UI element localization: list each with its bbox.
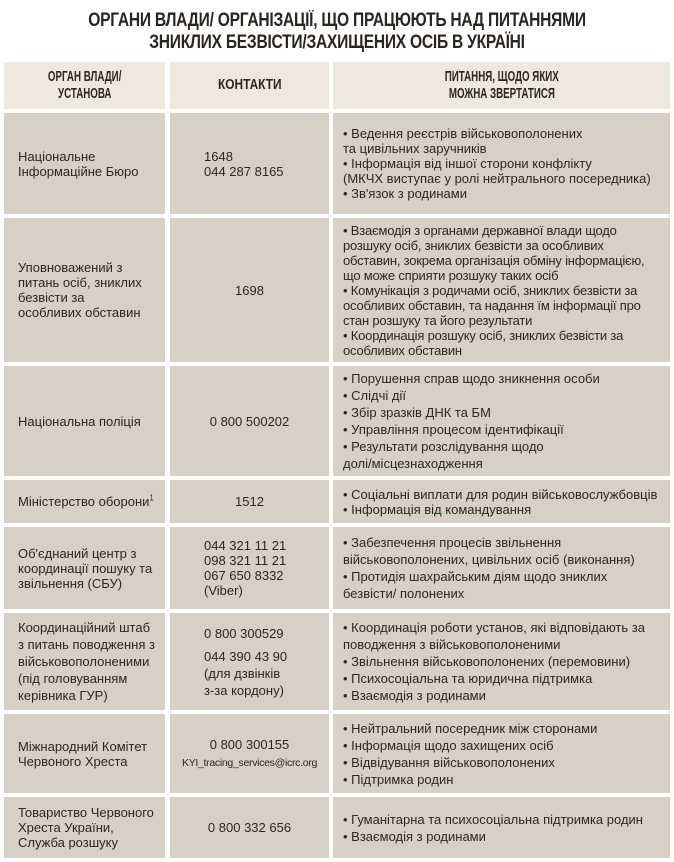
org-name-line: Інформаційне Бюро xyxy=(18,163,139,179)
topic-line: • Слідчі дії xyxy=(343,388,406,403)
header-topics xyxy=(333,62,670,109)
topic-line: військовополонених, цивільних осіб (виконання) xyxy=(343,552,635,567)
org-name-line: питань осіб, зниклих xyxy=(18,275,142,290)
topic-line: • Гуманітарна та психосоціальна підтримка родин xyxy=(343,811,643,827)
org-name-line: безвісти за xyxy=(18,290,85,305)
org-name-line: Міжнародний Комітет xyxy=(18,738,148,754)
contacts-cell xyxy=(170,714,329,793)
org-name-line: Червоного Хреста xyxy=(18,753,128,769)
org-name-line: з питань поводження з xyxy=(18,637,155,652)
topic-line: • Зв'язок з родинами xyxy=(343,186,467,201)
phone-number[interactable]: 044 321 11 21 xyxy=(204,538,287,553)
table-row xyxy=(4,113,670,214)
phone-number[interactable]: 098 321 11 21 xyxy=(204,553,287,568)
topic-line: • Взаємодія з родинами xyxy=(343,828,486,844)
topic-line: безвісти/ полонених xyxy=(343,586,465,601)
topic-line: • Ведення реєстрів військовополонених xyxy=(343,126,583,141)
contact-note: (Viber) xyxy=(204,583,243,598)
contacts-cell xyxy=(170,613,329,710)
topic-line: • Порушення справ щодо зникнення особи xyxy=(343,371,600,386)
topics-cell xyxy=(333,480,670,523)
topic-line: та цивільних заручників xyxy=(343,141,487,156)
topic-line: обставин, зокрема організація обміну інформацією, xyxy=(343,252,645,268)
org-name-line: координації пошуку та xyxy=(18,560,153,576)
header-contacts xyxy=(170,62,329,109)
topics-cell xyxy=(333,366,670,476)
org-name-line: Національна поліція xyxy=(18,413,141,429)
org-name-line: керівника ГУР) xyxy=(18,688,108,703)
topic-line: • Результати розслідування щодо xyxy=(343,439,544,454)
table-row xyxy=(4,714,670,793)
topic-line: • Нейтральний посередник між сторонами xyxy=(343,720,598,736)
table-header-row xyxy=(4,62,670,109)
topic-line: особливих обставин xyxy=(343,342,462,358)
phone-number[interactable]: 0 800 300529 xyxy=(204,625,284,641)
topic-line: стан розшуку та його результати xyxy=(343,312,533,328)
org-cell xyxy=(4,714,165,793)
header-contacts-label: КОНТАКТИ xyxy=(217,77,282,93)
phone-number[interactable]: 1512 xyxy=(235,494,264,509)
header-org-line-1: ОРГАН ВЛАДИ/ xyxy=(47,68,122,85)
org-cell xyxy=(4,366,165,476)
phone-number[interactable]: 0 800 332 656 xyxy=(207,820,292,835)
org-name-line: Міністерство оборони xyxy=(18,494,150,509)
topic-line: • Психосоціальна та юридична підтримка xyxy=(343,671,593,686)
topic-line: • Інформація від іншої сторони конфлікту xyxy=(343,156,592,171)
organizations-table xyxy=(4,62,670,862)
phone-number[interactable]: 044 390 43 90 xyxy=(204,648,288,664)
phone-number[interactable]: 0 800 300155 xyxy=(209,736,290,752)
org-cell xyxy=(4,113,165,214)
org-name-line: Уповноважений з xyxy=(18,260,123,275)
topic-line: особливих обставин, та надання їм інформації про xyxy=(343,297,641,313)
contacts-cell xyxy=(170,480,329,523)
topic-line: (МКЧХ виступає у ролі нейтрального посередника) xyxy=(343,171,651,186)
table-row xyxy=(4,613,670,710)
topic-line: • Звільнення військовополонених (перемовини) xyxy=(343,654,631,669)
phone-number[interactable]: 044 287 8165 xyxy=(204,163,284,179)
phone-number[interactable]: 1648 xyxy=(204,148,233,164)
org-name-line: Служба розшуку xyxy=(18,835,118,850)
table-row xyxy=(4,480,670,523)
email-link[interactable]: KYI_tracing_services@icrc.org xyxy=(181,756,317,769)
topic-line: розшуку осіб, зниклих безвісти за особливих xyxy=(343,237,604,253)
topic-line: • Інформація щодо захищених осіб xyxy=(343,737,554,753)
org-name-line: звільнення (СБУ) xyxy=(18,575,123,591)
contacts-cell xyxy=(170,113,329,214)
contacts-cell xyxy=(170,366,329,476)
org-cell xyxy=(4,613,165,710)
header-topics-line-2: МОЖНА ЗВЕРТАТИСЯ xyxy=(448,85,555,102)
org-name-line: Координаційний штаб xyxy=(18,620,151,635)
topic-line: долі/місцезнаходження xyxy=(343,456,483,471)
contacts-cell xyxy=(170,527,329,609)
header-topics-line-1: ПИТАННЯ, ЩОДО ЯКИХ xyxy=(444,68,559,85)
topic-line: • Збір зразків ДНК та БМ xyxy=(343,405,491,420)
org-name-line: Об'єднаний центр з xyxy=(18,545,137,561)
topic-line: поводження з військовополоненими xyxy=(343,637,561,652)
topic-line: що може сприяти розшуку таких осіб xyxy=(343,267,559,283)
page-title-line-1: ОРГАНИ ВЛАДИ/ ОРГАНІЗАЦІЇ, ЩО ПРАЦЮЮТЬ НАД ПИТАННЯМИ xyxy=(88,10,586,31)
phone-number[interactable]: 067 650 8332 xyxy=(204,568,284,583)
topics-cell xyxy=(333,714,670,793)
topic-line: • Інформація від командування xyxy=(343,501,532,517)
header-org xyxy=(4,62,165,109)
topics-cell xyxy=(333,613,670,710)
table-row xyxy=(4,797,670,858)
contacts-cell xyxy=(170,797,329,858)
topic-line: • Підтримка родин xyxy=(343,771,454,787)
topics-cell xyxy=(333,218,670,362)
topic-line: • Комунікація з родичами осіб, зниклих безвісти за xyxy=(343,282,638,298)
contact-note: з-за кордону) xyxy=(204,682,284,698)
page-title-line-2: ЗНИКЛИХ БЕЗВІСТИ/ЗАХИЩЕНИХ ОСІБ В УКРАЇНІ xyxy=(149,32,525,53)
topic-line: • Взаємодія з органами державної влади щодо xyxy=(343,222,617,238)
table-row xyxy=(4,218,670,362)
topic-line: • Координація роботи установ, які відповідають за xyxy=(343,620,645,635)
org-cell xyxy=(4,797,165,858)
phone-number[interactable]: 1698 xyxy=(235,282,264,298)
topics-cell xyxy=(333,113,670,214)
header-org-line-2: УСТАНОВА xyxy=(57,85,112,102)
topics-cell xyxy=(333,797,670,858)
org-name-line: особливих обставин xyxy=(18,305,141,320)
topic-line: • Координація розшуку осіб, зниклих безвісти за xyxy=(343,327,624,343)
org-name-line: військовополоненими xyxy=(18,654,150,669)
org-name-line: (під головуванням xyxy=(18,671,128,686)
phone-number[interactable]: 0 800 500202 xyxy=(209,413,290,429)
topic-line: • Відвідування військовополонених xyxy=(343,754,555,770)
topic-line: • Взаємодія з родинами xyxy=(343,688,486,703)
topic-line: • Протидія шахрайським діям щодо зниклих xyxy=(343,569,608,584)
table-row xyxy=(4,527,670,609)
topics-cell xyxy=(333,527,670,609)
table-row xyxy=(4,366,670,476)
org-name-line: Хреста України, xyxy=(18,820,114,835)
org-name-line: Товариство Червоного xyxy=(18,805,154,820)
topic-line: • Управління процесом ідентифікації xyxy=(343,422,564,437)
contacts-cell xyxy=(170,218,329,362)
topic-line: • Забезпечення процесів звільнення xyxy=(343,535,562,550)
org-cell xyxy=(4,527,165,609)
org-name-line: Національне xyxy=(18,148,96,164)
footnote-marker: 1 xyxy=(149,493,154,503)
org-cell xyxy=(4,218,165,362)
contact-note: (для дзвінків xyxy=(204,665,281,681)
topic-line: • Соціальні виплати для родин військовослужбовців xyxy=(343,486,658,502)
page-title xyxy=(61,10,614,54)
org-cell xyxy=(4,480,165,523)
